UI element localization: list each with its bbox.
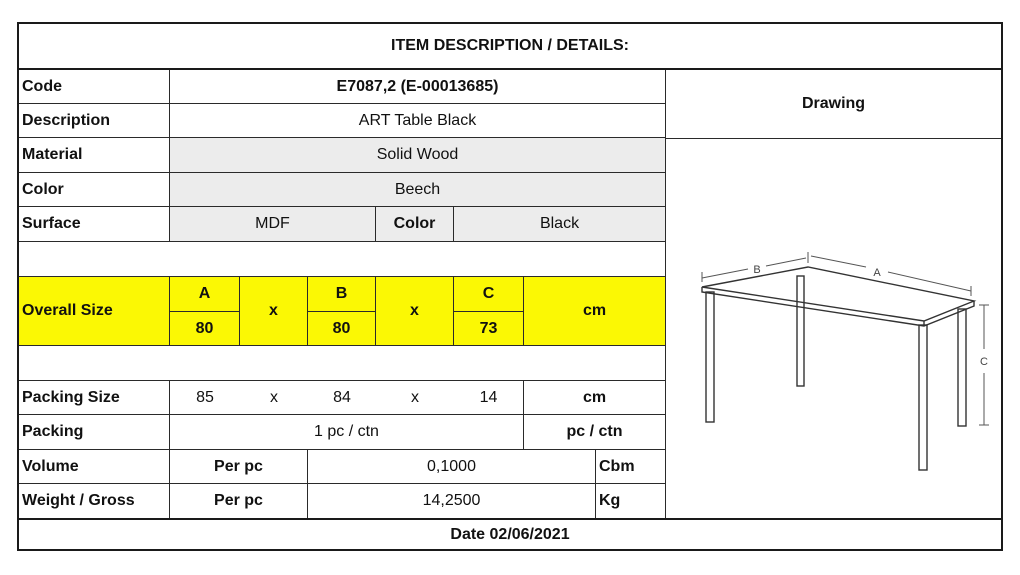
dim-c-value: 73 [454,312,524,346]
dim-b-value: 80 [308,312,376,346]
packing-label: Packing [19,415,170,450]
description-value: ART Table Black [170,104,666,138]
dim-c-header: C [454,277,524,312]
dim-a-marker: A [873,267,881,279]
volume-value: 0,1000 [308,450,596,484]
packing-size-c: 14 [454,381,524,415]
packing-unit: pc / ctn [524,415,666,450]
date-footer: Date 02/06/2021 [19,518,1001,549]
packing-size-a: 85 [170,381,240,415]
packing-value: 1 pc / ctn [170,415,524,450]
color-value: Beech [170,173,666,207]
dimension-lines [702,252,989,425]
spec-sheet [17,22,1003,551]
volume-label: Volume [19,450,170,484]
times-sign: x [376,381,454,415]
table-drawing [666,139,1001,518]
table-leg [706,292,714,422]
code-value: E7087,2 (E-00013685) [170,70,666,104]
table-leg [797,276,804,386]
material-label: Material [19,138,170,173]
code-label: Code [19,70,170,104]
spacer-row [19,346,666,381]
dim-a-header: A [170,277,240,312]
volume-unit: Cbm [596,450,666,484]
dim-a-value: 80 [170,312,240,346]
surface-color-value: Black [454,207,666,242]
material-value: Solid Wood [170,138,666,173]
packing-size-unit: cm [524,381,666,415]
color-label: Color [19,173,170,207]
times-sign: x [240,381,308,415]
table-outline [702,267,974,470]
volume-per: Per pc [170,450,308,484]
description-label: Description [19,104,170,138]
sheet-title: ITEM DESCRIPTION / DETAILS: [19,24,1001,70]
surface-label: Surface [19,207,170,242]
table-leg [958,309,966,426]
weight-label: Weight / Gross [19,484,170,518]
weight-value: 14,2500 [308,484,596,518]
times-sign: x [240,277,308,346]
overall-size-label: Overall Size [19,277,170,346]
packing-size-label: Packing Size [19,381,170,415]
weight-unit: Kg [596,484,666,518]
times-sign: x [376,277,454,346]
dim-b-marker: B [753,264,761,276]
surface-value: MDF [170,207,376,242]
surface-color-label: Color [376,207,454,242]
drawing-header: Drawing [666,70,1001,139]
weight-per: Per pc [170,484,308,518]
dim-c-marker: C [980,356,988,368]
dim-b-header: B [308,277,376,312]
drawing-area [666,139,1001,518]
packing-size-b: 84 [308,381,376,415]
table-leg [919,325,927,470]
spacer-row [19,242,666,277]
overall-size-unit: cm [524,277,666,346]
